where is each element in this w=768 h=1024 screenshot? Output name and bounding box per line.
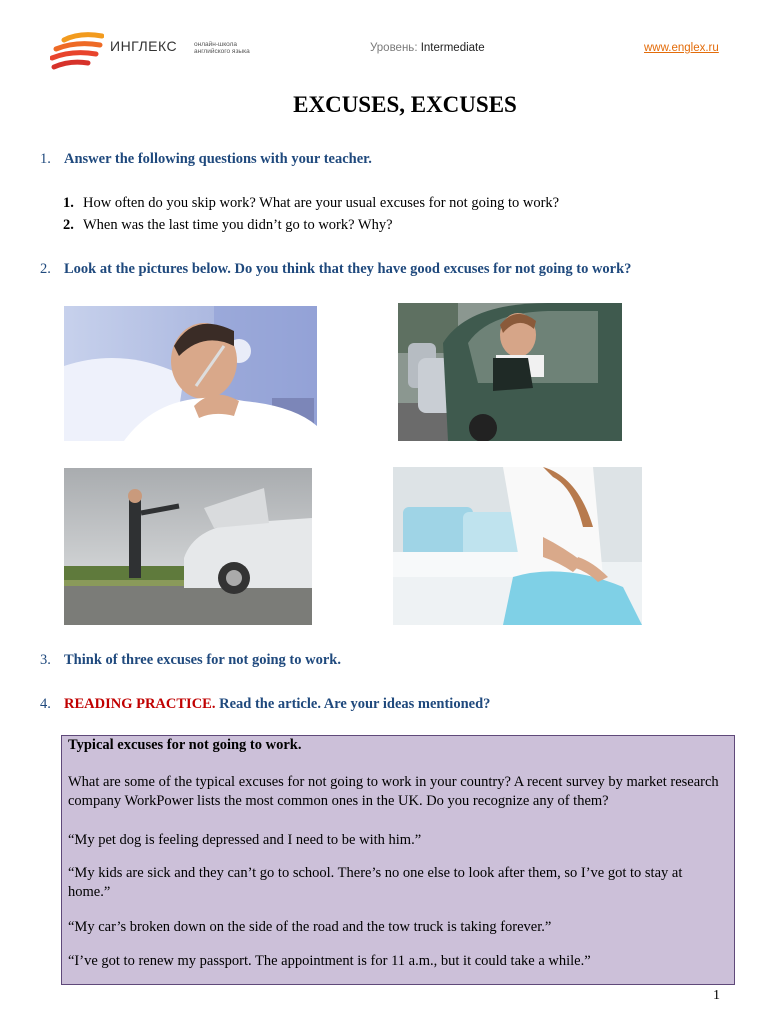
reading-article-box [61, 735, 735, 985]
task-2 [40, 261, 631, 278]
brand-name: ИНГЛЕКС [110, 38, 178, 54]
question-2 [63, 217, 393, 234]
task-text: Answer the following questions with your teacher. [64, 151, 372, 167]
article-quote: “My pet dog is feeling depressed and I need to be with him.” [68, 832, 422, 848]
task-number: 3. [40, 652, 51, 668]
photo-traffic-jam [398, 303, 622, 441]
article-heading: Typical excuses for not going to work. [68, 737, 302, 753]
article-quote: “I’ve got to renew my passport. The appointment is for 11 a.m., but it could take a while.” [68, 953, 591, 969]
englex-logo-icon [50, 32, 104, 72]
question-number: 1. [63, 195, 74, 211]
question-text: When was the last time you didn’t go to work? Why? [83, 217, 393, 233]
task-1 [40, 151, 372, 168]
article-quote: “My kids are sick and they can’t go to school. There’s no one else to look after them, so I’ve got to stay at home.” [68, 865, 683, 900]
photo-back-pain [393, 467, 642, 625]
level-label: Уровень [370, 42, 415, 54]
photo-sick-man [64, 306, 317, 441]
reading-practice-label: READING PRACTICE. [64, 696, 216, 712]
question-text: How often do you skip work? What are your usual excuses for not going to work? [83, 195, 560, 211]
article-intro: What are some of the typical excuses for not going to work in your country? A recent survey by market research company WorkPower lists the most common ones in the UK. Do you recognize any of them? [68, 774, 719, 809]
task-text: Think of three excuses for not going to work. [64, 652, 341, 668]
level-value: Intermediate [420, 42, 485, 54]
task-number: 4. [40, 696, 51, 712]
task-3 [40, 652, 341, 669]
article-quote: “My car’s broken down on the side of the road and the tow truck is taking forever.” [68, 919, 552, 935]
level-indicator: Уровень: Intermediate [370, 42, 485, 54]
question-number: 2. [63, 217, 74, 233]
task-text: Read the article. Are your ideas mentioned? [219, 696, 491, 712]
question-1 [63, 195, 559, 212]
task-text: Look at the pictures below. Do you think that they have good excuses for not going to work? [64, 261, 632, 277]
brand-tagline: онлайн-школа английского языка [194, 41, 250, 55]
photo-broken-down-car [64, 468, 312, 625]
task-number: 2. [40, 261, 51, 277]
page-number: 1 [713, 988, 720, 1003]
task-number: 1. [40, 151, 51, 167]
task-4 [40, 696, 490, 713]
website-link[interactable]: www.englex.ru [644, 42, 719, 54]
page-title: EXCUSES, EXCUSES [293, 92, 517, 117]
